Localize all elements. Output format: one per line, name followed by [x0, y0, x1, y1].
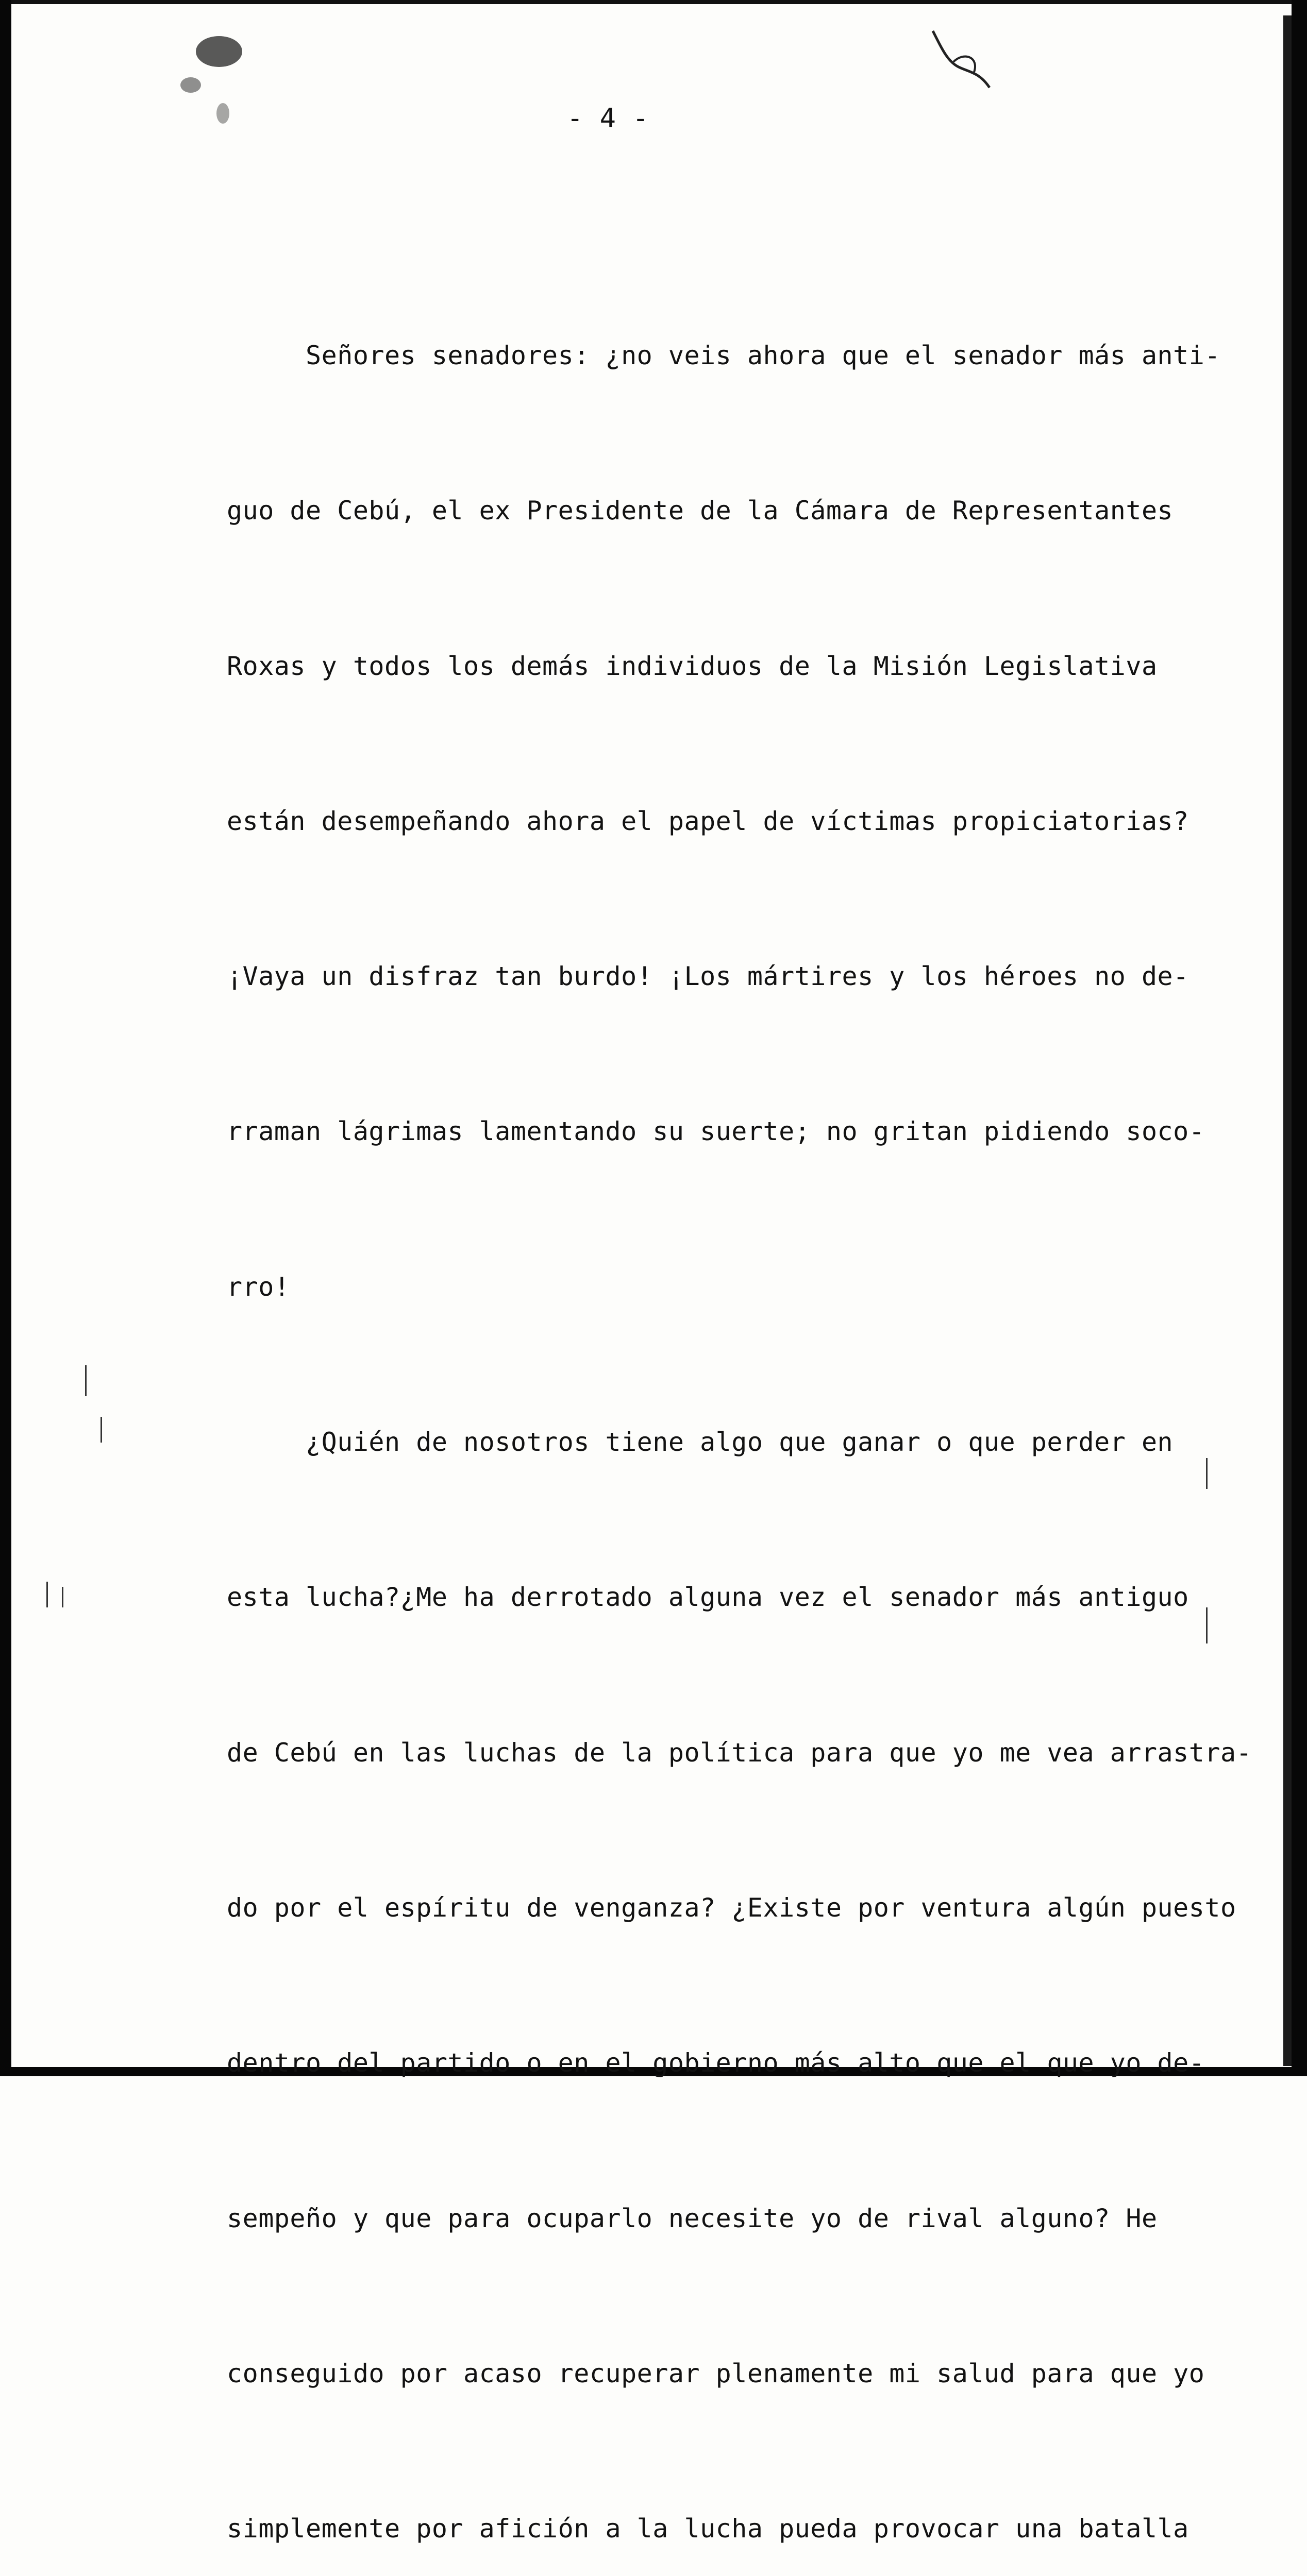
- ink-smudge: [196, 36, 242, 67]
- text-line: do por el espíritu de venganza? ¿Existe por ventura algún puesto: [227, 1892, 1236, 1923]
- scan-border-left: [0, 0, 11, 2076]
- text-line: de Cebú en las luchas de la política para que yo me vea arrastra-: [227, 1737, 1252, 1768]
- text-line: ¡Vaya un disfraz tan burdo! ¡Los mártires y los héroes no de-: [227, 961, 1189, 992]
- page-number: - 4 -: [567, 103, 649, 134]
- text-line: Señores senadores: ¿no veis ahora que el senador más anti-: [227, 341, 1220, 370]
- body-text: [227, 227, 1252, 2576]
- text-line: dentro del partido o en el gobierno más alto que el que yo de-: [227, 2048, 1205, 2078]
- scan-border-right-shadow: [1283, 15, 1292, 2066]
- text-line: ¿Quién de nosotros tiene algo que ganar o que perder en: [227, 1427, 1174, 1458]
- text-line: guo de Cebú, el ex Presidente de la Cámara de Representantes: [227, 496, 1174, 526]
- text-line: conseguido por acaso recuperar plenamente mi salud para que yo: [227, 2358, 1205, 2388]
- stray-mark: [100, 1417, 102, 1443]
- text-line: Roxas y todos los demás individuos de la Misión Legislativa: [227, 651, 1158, 681]
- stray-mark: [85, 1365, 87, 1396]
- stray-mark: [46, 1582, 48, 1607]
- text-line: rro!: [227, 1272, 290, 1302]
- text-line: esta lucha?¿Me ha derrotado alguna vez el senador más antiguo: [227, 1582, 1189, 1613]
- ink-smudge: [180, 77, 201, 93]
- ink-smudge: [216, 103, 229, 124]
- scan-border-top: [0, 0, 1307, 4]
- stray-mark: [62, 1587, 63, 1607]
- text-line: sempeño y que para ocuparlo necesite yo de rival alguno? He: [227, 2203, 1158, 2233]
- text-line: están desempeñando ahora el papel de víctimas propiciatorias?: [227, 806, 1189, 836]
- text-line: rraman lágrimas lamentando su suerte; no gritan pidiendo soco-: [227, 1116, 1205, 1147]
- text-line: simplemente por afición a la lucha pueda provocar una batalla: [227, 2514, 1189, 2544]
- scan-border-right: [1292, 0, 1307, 2076]
- scribble-mark: [928, 21, 1000, 93]
